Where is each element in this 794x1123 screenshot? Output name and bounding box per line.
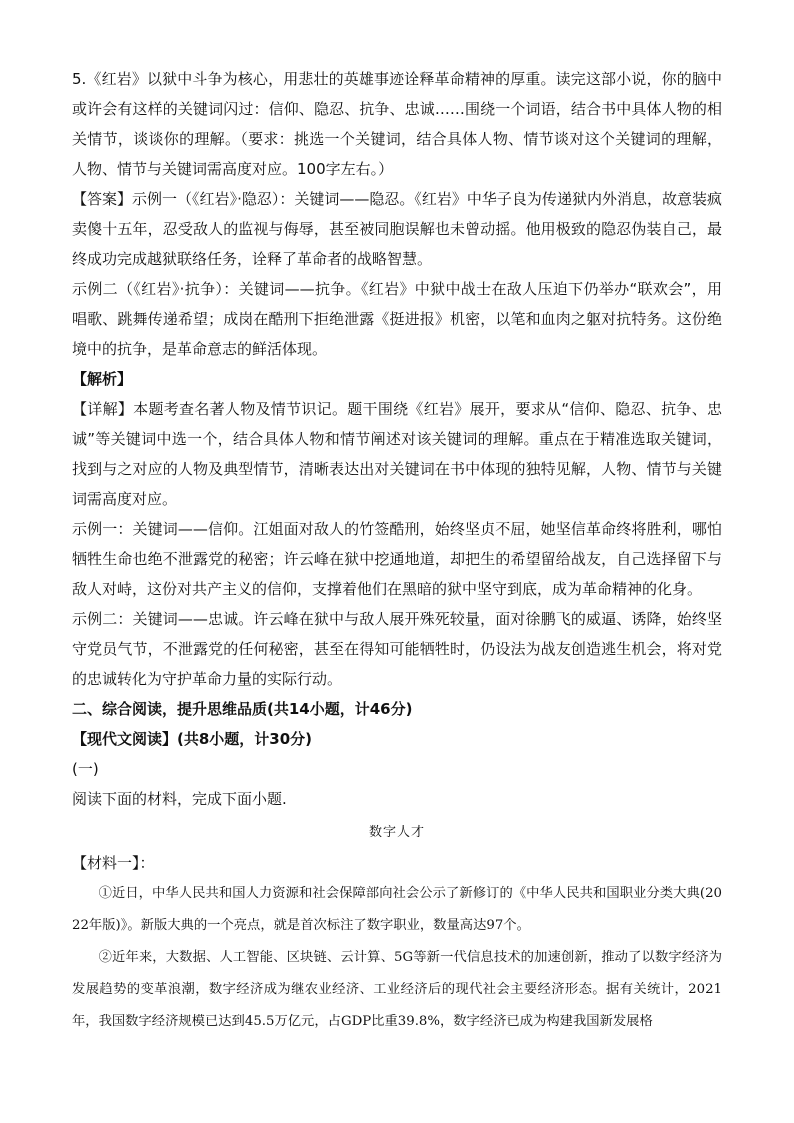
answer-example-1 [72, 184, 722, 274]
answer-label: 【答案】 [72, 190, 133, 208]
material-1-label: 【材料一】： [72, 854, 155, 872]
article-paragraph-1: ①近日，中华人民共和国人力资源和社会保障部向社会公示了新修订的《中华人民共和国职业分类大典(2022年版)》。新版大典的一个亮点，就是首次标注了数字职业，数量高达97个。 [72, 886, 722, 933]
answer-example-2: 示例二（《红岩》·抗争）：关键词——抗争。《红岩》中狱中战士在敌人压迫下仍举办“联欢会”，用唱歌、跳舞传递希望；成岗在酷刑下拒绝泄露《挺进报》机密，以笔和血肉之躯对抗特务。这份绝境中的抗争，是革命意志的鲜活体现。 [72, 280, 722, 358]
reading-instruction: 阅读下面的材料，完成下面小题. [72, 790, 287, 808]
analysis-label: 【解析】 [72, 370, 133, 388]
article-title: 数字人才 [368, 825, 425, 840]
detail-example-2: 示例二：关键词——忠诚。许云峰在狱中与敌人展开殊死较量，面对徐鹏飞的威逼、诱降，始终坚守党员气节，不泄露党的任何秘密，甚至在得知可能牺牲时，仍设法为战友创造逃生机会，将对党的忠诚转化为守护革命力量的实际行动。 [72, 610, 722, 688]
detail-explanation: 【详解】本题考查名著人物及情节识记。题干围绕《红岩》展开，要求从“信仰、隐忍、抗争、忠诚”等关键词中选一个，结合具体人物和情节阐述对该关键词的理解。重点在于精准选取关键词，找到与之对应的人物及典型情节，清晰表达出对关键词在书中体现的独特见解，人物、情节与关键词需高度对应。 [72, 400, 722, 508]
section-2-heading: 二、综合阅读，提升思维品质(共14小题，计46分) [72, 700, 413, 718]
modern-reading-heading: 【现代文阅读】(共8小题，计30分) [72, 730, 313, 748]
part-number: (一) [72, 760, 99, 778]
article-paragraph-2: ②近年来，大数据、人工智能、区块链、云计算、5G等新一代信息技术的加速创新，推动了以数字经济为发展趋势的变革浪潮，数字经济成为继农业经济、工业经济后的现代社会主要经济形态。据有关统计，2021年，我国数字经济规模已达到45.5万亿元，占GDP比重39.8%，数字经济已成为构建我国新发展格 [72, 950, 722, 1029]
answer-example-1-text: 示例一（《红岩》·隐忍）：关键词——隐忍。《红岩》中华子良为传递狱内外消息，故意装疯卖傻十五年，忍受敌人的监视与侮辱，甚至被同胞误解也未曾动摇。他用极致的隐忍伪装自己，最终成功完成越狱联络任务，诠释了革命者的战略智慧。 [72, 190, 722, 268]
question-5-stem: 5.《红岩》以狱中斗争为核心，用悲壮的英雄事迹诠释革命精神的厚重。读完这部小说，你的脑中或许会有这样的关键词闪过：信仰、隐忍、抗争、忠诚……围绕一个词语，结合书中具体人物的相关情节，谈谈你的理解。（要求：挑选一个关键词，结合具体人物、情节谈对这个关键词的理解，人物、情节与关键词需高度对应。100字左右。） [72, 70, 722, 178]
detail-example-1: 示例一：关键词——信仰。江姐面对敌人的竹签酷刑，始终坚贞不屈，她坚信革命终将胜利，哪怕牺牲生命也绝不泄露党的秘密；许云峰在狱中挖通地道，却把生的希望留给战友，自己选择留下与敌人对峙，这份对共产主义的信仰，支撑着他们在黑暗的狱中坚守到底，成为革命精神的化身。 [72, 520, 722, 598]
